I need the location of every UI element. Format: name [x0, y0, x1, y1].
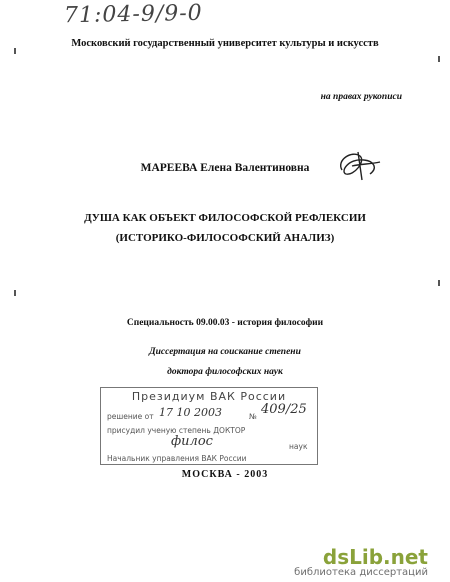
- margin-tick: [14, 290, 16, 296]
- dissertation-title-line1: ДУША КАК ОБЪЕКТ ФИЛОСОФСКОЙ РЕФЛЕКСИИ: [84, 212, 366, 224]
- specialty-code: Специальность 09.00.03 - история философии: [126, 318, 324, 328]
- dslib-logo: dsLib.net: [322, 545, 428, 569]
- manuscript-rights-note: на правах рукописи: [320, 92, 402, 102]
- archive-number-handwritten: 71:04-9/9-0: [63, 0, 203, 29]
- dissertation-title-line2: (ИСТОРИКО-ФИЛОСОФСКИЙ АНАЛИЗ): [115, 232, 335, 244]
- stamp-degree-handwritten: филос: [171, 434, 213, 449]
- stamp-number-handwritten: 409/25: [261, 402, 307, 417]
- stamp-science-suffix: наук: [289, 442, 308, 451]
- margin-tick: [438, 280, 440, 286]
- vak-stamp: [100, 387, 318, 465]
- dslib-subtitle: библиотека диссертаций: [294, 567, 428, 578]
- stamp-decision-prefix: решение от: [107, 412, 154, 421]
- stamp-decision-line: [107, 412, 154, 421]
- dissertation-degree-line1: Диссертация на соискание степени: [149, 347, 301, 357]
- author-name: МАРЕЕВА Елена Валентиновна: [140, 162, 310, 174]
- city-year: МОСКВА - 2003: [181, 469, 269, 480]
- stamp-title: Президиум ВАК России: [131, 390, 287, 403]
- dissertation-degree-line2: доктора философских наук: [167, 367, 283, 377]
- margin-tick: [438, 56, 440, 62]
- margin-tick: [14, 48, 16, 54]
- stamp-head-line: Начальник управления ВАК России: [107, 454, 247, 463]
- watermark-footer: [0, 545, 450, 582]
- stamp-date-handwritten: 17 10 2003: [159, 406, 222, 419]
- author-signature: [334, 146, 384, 184]
- stamp-number-label: №: [249, 412, 257, 421]
- university-name: Московский государственный университет культуры и искусств: [71, 38, 379, 49]
- stamp-degree-line: присудил ученую степень ДОКТОР: [107, 426, 246, 435]
